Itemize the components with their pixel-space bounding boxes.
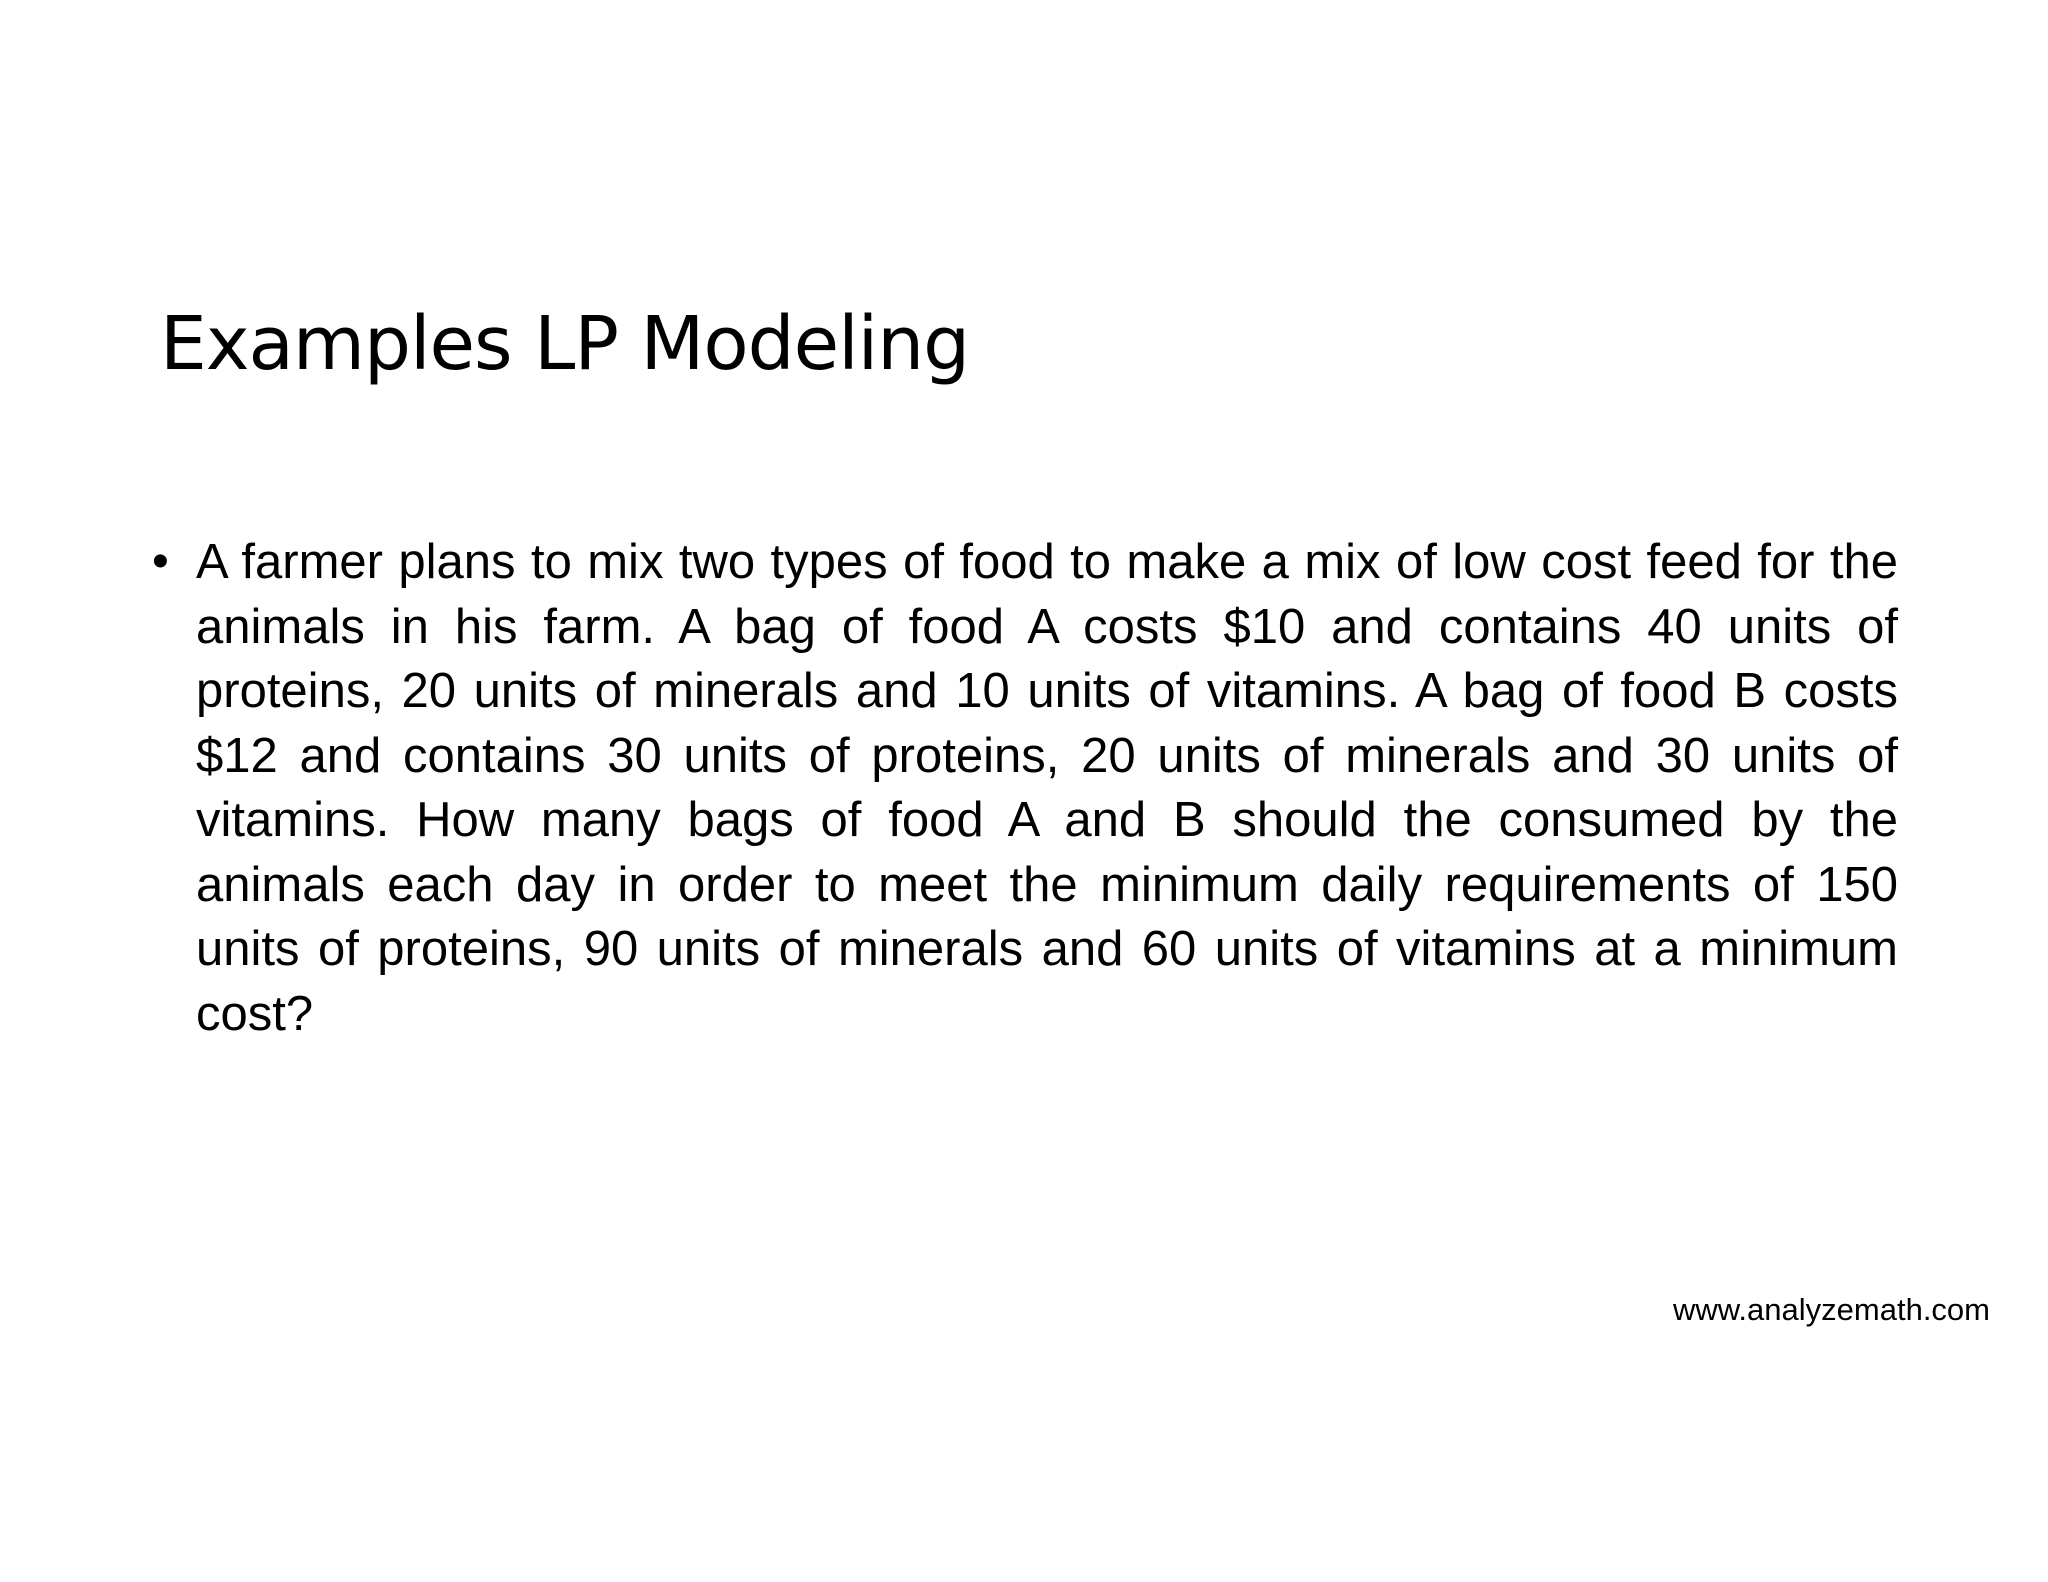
- slide-title: Examples LP Modeling: [160, 301, 970, 387]
- bullet-marker: •: [152, 535, 169, 588]
- bullet-item: [152, 530, 1898, 1046]
- source-link[interactable]: www.analyzemath.com: [1672, 1292, 1990, 1327]
- problem-statement: A farmer plans to mix two types of food to make a mix of low cost feed for the animals in his farm. A bag of food A costs $10 and contains 40 units of proteins, 20 units of minerals and 10 units of vitamins. A bag of food B costs $12 and contains 30 units of proteins, 20 units of minerals and 30 units of vitamins. How many bags of food A and B should the consumed by the animals each day in order to meet the minimum daily requirements of 150 units of proteins, 90 units of minerals and 60 units of vitamins at a minimum cost?: [196, 535, 1898, 1041]
- bullet-list: [152, 530, 1898, 1046]
